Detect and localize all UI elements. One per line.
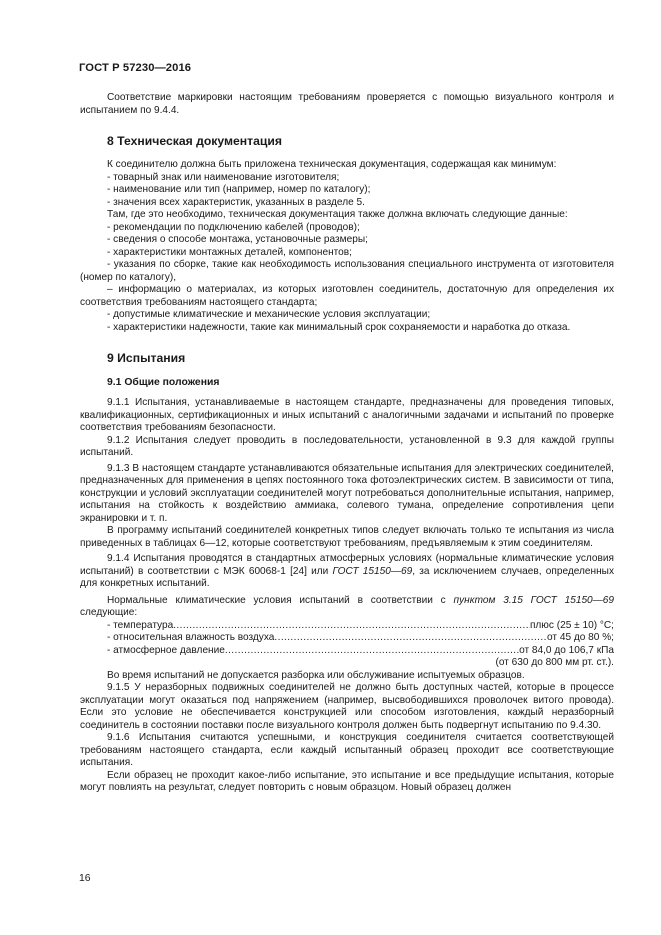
s8-list2-item: - сведения о способе монтажа, установочные размеры; — [107, 234, 368, 245]
condition-humidity: - относительная влажность воздуха ..... от 45 до 80 %; — [80, 632, 614, 645]
s8-list2-item: – информацию о материалах, из которых изготовлен соединитель, достаточную для определения их соответствия требованиям настоящего стандарта; — [80, 284, 614, 308]
section-8-title: 8 Техническая документация — [107, 134, 282, 148]
s8-list2-item: - характеристики надежности, такие как минимальный срок сохраняемости и наработка до отказа. — [107, 321, 571, 333]
gost-clause-reference: пунктом 3.15 ГОСТ 15150—69 — [453, 594, 614, 606]
page-number: 16 — [79, 873, 91, 884]
clause-9-1-4: 9.1.4 Испытания проводятся в стандартных атмосферных условиях (нормальные климатические условия испытаний) в соответствии с МЭК 60068-1 [24] или ГОСТ 15150—69, за исключением случаев, определенных для конкретных испытаний. — [80, 553, 614, 589]
s8-list2-item: - указания по сборке, такие как необходимость использования специального инструмента от изготовителя (номер по каталогу), — [80, 259, 614, 283]
clause-9-1-6: 9.1.6 Испытания считаются успешными, и конструкция соединителя считается соответствующей требованиям настоящего стандарта, если каждый испытанный образец проходит все соответствующие испытания. — [80, 732, 614, 768]
s8-paragraph-2: Там, где это необходимо, техническая документация также должна включать следующие данные: — [107, 209, 568, 220]
clause-9-1-2: 9.1.2 Испытания следует проводить в последовательности, установленной в 9.3 для каждой группы испытаний. — [80, 434, 614, 458]
s8-list2-item: - допустимые климатические и механические условия эксплуатации; — [107, 309, 431, 320]
condition-pressure: - атмосферное давление ..... от 84,0 до 106,7 кПа — [80, 645, 614, 658]
section-9-title: 9 Испытания — [107, 351, 186, 365]
clause-9-1-1: 9.1.1 Испытания, устанавливаемые в настоящем стандарте, предназначены для проведения типовых, квалификационных, сертификационных и иных испытаний с аналогичными задачами и испытаний по проверке соответствия требованиям безопасности. — [80, 397, 614, 433]
normal-conditions-intro: Нормальные климатические условия испытаний в соответствии с пунктом 3.15 ГОСТ 15150—69 следующие: — [80, 594, 614, 618]
s8-paragraph-1: К соединителю должна быть приложена техническая документация, содержащая как минимум: — [107, 159, 557, 170]
intro-paragraph: Соответствие маркировки настоящим требованиям проверяется с помощью визуального контроля и испытанием по 9.4.4. — [80, 92, 614, 116]
s8-list2-item: - рекомендации по подключению кабелей (проводов); — [107, 221, 360, 233]
clause-9-1-5: 9.1.5 У неразборных подвижных соединителей не должно быть доступных частей, которые в процессе эксплуатации могут оказаться под напряжением (например, высвободившихся проволочек витого провода). Если это условие не обеспечивается конструкцией или способом изготовления, каждый неразборный соединитель в состоянии поставки после визуального контроля должен быть подвергнут испытанию по 9.4.30. — [80, 682, 614, 731]
s8-list2-item: - характеристики монтажных деталей, компонентов; — [107, 246, 352, 258]
gost-reference: ГОСТ 15150—69 — [332, 565, 413, 577]
clause-9-1-3-program: В программу испытаний соединителей конкретных типов следует включать только те испытания из числа приведенных в таблицах 6—12, которые соответствуют требованиям, предъявляемым к этим соединителям. — [80, 525, 614, 549]
s8-list1-item: - товарный знак или наименование изготовителя; — [107, 171, 340, 183]
subsection-9-1-title: 9.1 Общие положения — [107, 377, 220, 388]
s8-list1-item: - значения всех характеристик, указанных в разделе 5. — [107, 196, 365, 208]
s8-list1-item: - наименование или тип (например, номер по каталогу); — [107, 184, 371, 195]
condition-temperature: - температура ..... плюс (25 ± 10) °С; — [80, 620, 614, 633]
condition-pressure-mmhg: (от 630 до 800 мм рт. ст.). — [495, 657, 614, 668]
page-body — [80, 92, 614, 795]
clause-9-1-3: 9.1.3 В настоящем стандарте устанавливаются обязательные испытания для электрических соединителей, предназначенных для применения в цепях постоянного тока фотоэлектрических систем. В зависимости от типа, конструкции и условий эксплуатации соединителей могут потребоваться дополнительные испытания, например, испытания на стойкость к воздействию аммиака, солевого тумана, определение сопротивления цепи экранировки и т. п. — [80, 462, 614, 524]
document-header: ГОСТ Р 57230—2016 — [79, 62, 192, 74]
retest-paragraph: Если образец не проходит какое-либо испытание, это испытание и все предыдущие испытания, которые могут повлиять на результат, следует повторить с новым образцом. Новый образец должен — [80, 769, 614, 793]
disassembly-note: Во время испытаний не допускается разборка или обслуживание испытуемых образцов. — [107, 669, 525, 681]
